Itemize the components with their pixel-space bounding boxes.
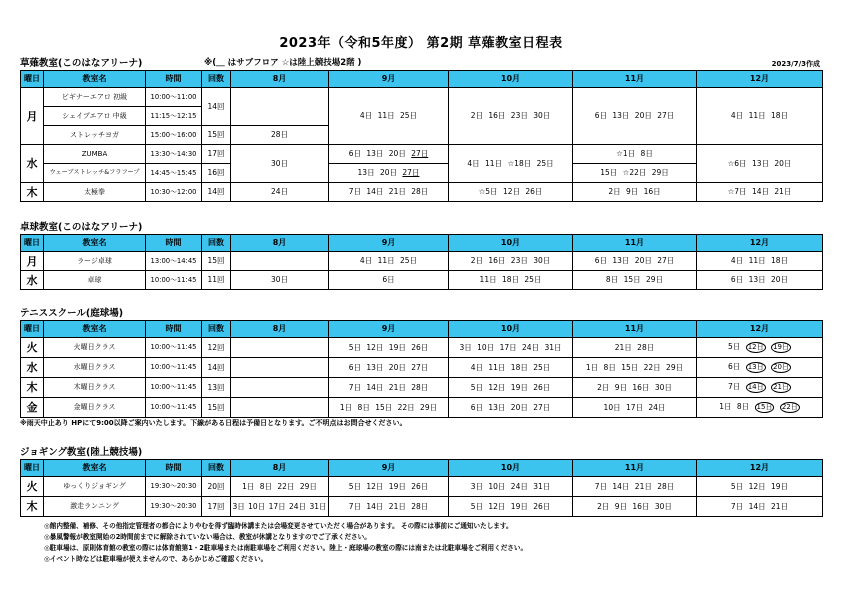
class-name-cell: ストレッチヨガ xyxy=(44,126,146,145)
date-cell xyxy=(231,358,329,378)
date-cell: 4日 11日 ☆18日 25日 xyxy=(449,145,573,183)
date-cell: 15日 ☆22日 29日 xyxy=(573,164,697,183)
table-row xyxy=(21,145,823,164)
day-cell: 火 xyxy=(21,338,44,358)
date-cell: 7日 14日 21日 xyxy=(697,497,823,517)
date-cell: 5日 12日 19日 26日 xyxy=(329,338,449,358)
table-row xyxy=(21,252,823,271)
header-cell: 教室名 xyxy=(44,71,146,88)
class-name-cell: ビギナーエアロ 初級 xyxy=(44,88,146,107)
time-cell: 19:30～20:30 xyxy=(146,477,202,497)
table-row xyxy=(21,88,823,107)
header-cell: 教室名 xyxy=(44,321,146,338)
count-cell: 14回 xyxy=(202,183,231,202)
table-tennis-schedule-table xyxy=(20,234,823,290)
date-text: 1日 8日 xyxy=(719,402,750,411)
class-name-cell: シェイプエアロ 中級 xyxy=(44,107,146,126)
header-cell: 時間 xyxy=(146,321,202,338)
header-cell: 曜日 xyxy=(21,460,44,477)
section-kusanagi xyxy=(20,57,822,202)
date-cell: 4日 11日 18日 xyxy=(697,252,823,271)
day-cell: 金 xyxy=(21,398,44,418)
section-table-tennis xyxy=(20,221,822,290)
date-cell xyxy=(231,338,329,358)
table-row xyxy=(21,477,823,497)
date-cell: 6日 13日 20日 27日 xyxy=(449,398,573,418)
date-cell: 2日 16日 23日 30日 xyxy=(449,88,573,145)
day-cell: 月 xyxy=(21,88,44,145)
class-name-cell: 金曜日クラス xyxy=(44,398,146,418)
jogging-schedule-table xyxy=(20,459,823,517)
date-cell xyxy=(697,338,823,358)
reserve-date: 27日 xyxy=(402,168,420,178)
header-cell: 12月 xyxy=(697,235,823,252)
header-cell: 9月 xyxy=(329,321,449,338)
time-cell: 10:00～11:00 xyxy=(146,88,202,107)
header-cell: 8月 xyxy=(231,71,329,88)
class-name-cell: 水曜日クラス xyxy=(44,358,146,378)
table-row xyxy=(21,398,823,418)
class-name-cell: 卓球 xyxy=(44,271,146,290)
circled-date: 22日 xyxy=(781,403,798,411)
header-cell: 9月 xyxy=(329,460,449,477)
count-cell: 14回 xyxy=(202,358,231,378)
header-cell: 時間 xyxy=(146,71,202,88)
date-cell: 28日 xyxy=(231,126,329,145)
day-cell: 木 xyxy=(21,378,44,398)
count-cell: 15回 xyxy=(202,126,231,145)
header-cell: 12月 xyxy=(697,71,823,88)
date-text: 6日 xyxy=(728,362,741,371)
date-cell: 1日 8日 22日 29日 xyxy=(231,477,329,497)
tennis-schedule-table xyxy=(20,320,823,418)
header-cell: 時間 xyxy=(146,460,202,477)
count-cell: 16回 xyxy=(202,164,231,183)
header-cell: 回数 xyxy=(202,71,231,88)
date-cell: 1日 8日 15日 22日 29日 xyxy=(329,398,449,418)
section-title: 草薙教室(このはなアリーナ) xyxy=(20,58,143,69)
time-cell: 13:00～14:45 xyxy=(146,252,202,271)
footnote: ◎イベント時などは駐車場が使えませんので、あらかじめご確認ください。 xyxy=(44,555,268,563)
class-name-cell: ゆっくりジョギング xyxy=(44,477,146,497)
date-cell xyxy=(697,358,823,378)
date-cell: 21日 28日 xyxy=(573,338,697,358)
count-cell: 14回 xyxy=(202,88,231,126)
count-cell: 13回 xyxy=(202,378,231,398)
footnote: ◎駐車場は、原則体育館の教室の際には体育館第1・2駐車場または南駐車場をご利用ください。陸上・庭球場の教室の際には南または北駐車場をご利用ください。 xyxy=(44,544,528,552)
header-cell: 12月 xyxy=(697,321,823,338)
circled-date: 21日 xyxy=(773,383,789,391)
date-cell: 7日 14日 21日 28日 xyxy=(329,183,449,202)
legend-note: ※(＿ はサブフロア ☆は陸上競技場2階 ) xyxy=(204,58,362,68)
section-title: 卓球教室(このはなアリーナ) xyxy=(20,222,143,233)
page-title: 2023年（令和5年度） 第2期 草薙教室日程表 xyxy=(279,36,563,51)
date-cell: 4日 11日 25日 xyxy=(329,252,449,271)
table-row xyxy=(21,358,823,378)
header-cell: 8月 xyxy=(231,321,329,338)
circled-date: 12日 xyxy=(747,343,764,351)
date-cell xyxy=(231,88,329,126)
count-cell: 15回 xyxy=(202,398,231,418)
time-cell: 10:00～11:45 xyxy=(146,338,202,358)
date-cell: 1日 8日 15日 22日 29日 xyxy=(573,358,697,378)
date-cell xyxy=(231,378,329,398)
header-cell: 8月 xyxy=(231,460,329,477)
time-cell: 10:00～11:45 xyxy=(146,378,202,398)
header-cell: 11月 xyxy=(573,71,697,88)
class-name-cell: 火曜日クラス xyxy=(44,338,146,358)
table-row xyxy=(21,183,823,202)
time-cell: 10:30～12:00 xyxy=(146,183,202,202)
date-cell xyxy=(231,398,329,418)
date-cell: 7日 14日 21日 28日 xyxy=(329,497,449,517)
header-cell: 時間 xyxy=(146,235,202,252)
header-cell: 11月 xyxy=(573,321,697,338)
date-cell: 3日 10日 17日 24日 31日 xyxy=(449,338,573,358)
date-cell xyxy=(329,145,449,164)
time-cell: 19:30～20:30 xyxy=(146,497,202,517)
date-cell: 4日 11日 25日 xyxy=(329,88,449,145)
date-text: 5日 xyxy=(728,342,741,351)
header-cell: 11月 xyxy=(573,235,697,252)
day-cell: 水 xyxy=(21,145,44,183)
time-cell: 15:00～16:00 xyxy=(146,126,202,145)
date-cell: 6日 13日 20日 27日 xyxy=(329,358,449,378)
class-name-cell: ZUMBA xyxy=(44,145,146,164)
day-cell: 火 xyxy=(21,477,44,497)
time-cell: 13:30～14:30 xyxy=(146,145,202,164)
date-cell: 30日 xyxy=(231,271,329,290)
header-cell: 10月 xyxy=(449,460,573,477)
date-cell: 7日 14日 21日 28日 xyxy=(573,477,697,497)
header-cell: 回数 xyxy=(202,321,231,338)
date-cell: 4日 11日 18日 xyxy=(697,88,823,145)
date-text: 6日 13日 20日 xyxy=(348,149,406,159)
header-cell: 12月 xyxy=(697,460,823,477)
header-cell: 回数 xyxy=(202,235,231,252)
header-cell: 曜日 xyxy=(21,235,44,252)
header-cell: 回数 xyxy=(202,460,231,477)
class-name-cell: ラージ卓球 xyxy=(44,252,146,271)
count-cell: 12回 xyxy=(202,338,231,358)
date-cell: 4日 11日 18日 25日 xyxy=(449,358,573,378)
date-cell: 6日 xyxy=(329,271,449,290)
header-row xyxy=(21,460,823,477)
header-cell: 9月 xyxy=(329,235,449,252)
header-row xyxy=(21,235,823,252)
time-cell: 14:45～15:45 xyxy=(146,164,202,183)
time-cell: 10:00～11:45 xyxy=(146,271,202,290)
date-cell: ☆5日 12日 26日 xyxy=(449,183,573,202)
section-tennis xyxy=(20,307,822,429)
date-cell: 8日 15日 29日 xyxy=(573,271,697,290)
footnote: ◎暴風警報が教室開始の2時間前までに解除されていない場合は、教室が休講となりますのでご了承ください。 xyxy=(44,533,371,541)
circled-date: 13日 xyxy=(747,363,764,371)
date-cell: 24日 xyxy=(231,183,329,202)
day-cell: 水 xyxy=(21,358,44,378)
rain-note: ※雨天中止あり HPにて9:00以降ご案内いたします。下線がある日程は予備日となります。ご不明点はお問合せください。 xyxy=(20,419,407,427)
date-cell: 2日 9日 16日 30日 xyxy=(573,497,697,517)
section-title: ジョギング教室(陸上競技場) xyxy=(20,447,143,458)
date-cell: 6日 13日 20日 27日 xyxy=(573,252,697,271)
date-cell: ☆7日 14日 21日 xyxy=(697,183,823,202)
header-cell: 10月 xyxy=(449,321,573,338)
class-name-cell: 激走ランニング xyxy=(44,497,146,517)
date-cell: 3日 10日 17日 24日 31日 xyxy=(231,497,329,517)
table-row xyxy=(21,497,823,517)
date-cell: 2日 9日 16日 xyxy=(573,183,697,202)
date-cell: 11日 18日 25日 xyxy=(449,271,573,290)
count-cell: 11回 xyxy=(202,271,231,290)
table-row xyxy=(21,378,823,398)
section-jogging xyxy=(20,446,822,517)
table-row xyxy=(21,338,823,358)
date-cell: 10日 17日 24日 xyxy=(573,398,697,418)
section-title: テニススクール(庭球場) xyxy=(20,308,124,319)
circled-date: 20日 xyxy=(773,363,789,371)
circled-date: 15日 xyxy=(756,403,773,411)
time-cell: 10:00～11:45 xyxy=(146,398,202,418)
day-cell: 木 xyxy=(21,183,44,202)
count-cell: 17回 xyxy=(202,145,231,164)
date-text: 7日 xyxy=(728,382,741,391)
header-row xyxy=(21,71,823,88)
date-cell: 5日 12日 19日 26日 xyxy=(449,378,573,398)
count-cell: 20回 xyxy=(202,477,231,497)
date-cell xyxy=(329,164,449,183)
day-cell: 月 xyxy=(21,252,44,271)
circled-date: 19日 xyxy=(773,343,789,351)
date-cell: 2日 16日 23日 30日 xyxy=(449,252,573,271)
date-cell: 5日 12日 19日 26日 xyxy=(329,477,449,497)
date-cell xyxy=(231,252,329,271)
date-cell: 5日 12日 19日 26日 xyxy=(449,497,573,517)
table-row xyxy=(21,271,823,290)
header-cell: 8月 xyxy=(231,235,329,252)
date-cell: 30日 xyxy=(231,145,329,183)
header-row xyxy=(21,321,823,338)
kusanagi-schedule-table xyxy=(20,70,823,202)
date-cell: 7日 14日 21日 28日 xyxy=(329,378,449,398)
date-cell: ☆6日 13日 20日 xyxy=(697,145,823,183)
header-cell: 教室名 xyxy=(44,235,146,252)
day-cell: 水 xyxy=(21,271,44,290)
reserve-date: 27日 xyxy=(411,149,429,159)
circled-date: 14日 xyxy=(747,383,764,391)
time-cell: 10:00～11:45 xyxy=(146,358,202,378)
created-date: 2023/7/3作成 xyxy=(771,60,820,68)
date-cell: 3日 10日 24日 31日 xyxy=(449,477,573,497)
date-cell: 6日 13日 20日 xyxy=(697,271,823,290)
footnote: ◎館内整備、補修、その他指定管理者の都合によりやむを得ず臨時休講または会場変更させていただく場合があります。 その際には事前にご通知いたします。 xyxy=(44,522,513,530)
date-cell xyxy=(697,398,823,418)
class-name-cell: 太極拳 xyxy=(44,183,146,202)
header-cell: 曜日 xyxy=(21,321,44,338)
class-name-cell: 木曜日クラス xyxy=(44,378,146,398)
count-cell: 15回 xyxy=(202,252,231,271)
day-cell: 木 xyxy=(21,497,44,517)
header-cell: 曜日 xyxy=(21,71,44,88)
date-text: 13日 20日 xyxy=(357,168,398,178)
date-cell: 2日 9日 16日 30日 xyxy=(573,378,697,398)
header-cell: 教室名 xyxy=(44,460,146,477)
date-cell: 6日 13日 20日 27日 xyxy=(573,88,697,145)
footnotes xyxy=(44,521,824,565)
header-cell: 9月 xyxy=(329,71,449,88)
header-cell: 11月 xyxy=(573,460,697,477)
header-cell: 10月 xyxy=(449,235,573,252)
class-name-cell: ウェーブストレッチ&フラフープ xyxy=(44,164,146,183)
date-cell xyxy=(697,378,823,398)
date-cell: ☆1日 8日 xyxy=(573,145,697,164)
time-cell: 11:15～12:15 xyxy=(146,107,202,126)
date-cell: 5日 12日 19日 xyxy=(697,477,823,497)
header-cell: 10月 xyxy=(449,71,573,88)
count-cell: 17回 xyxy=(202,497,231,517)
